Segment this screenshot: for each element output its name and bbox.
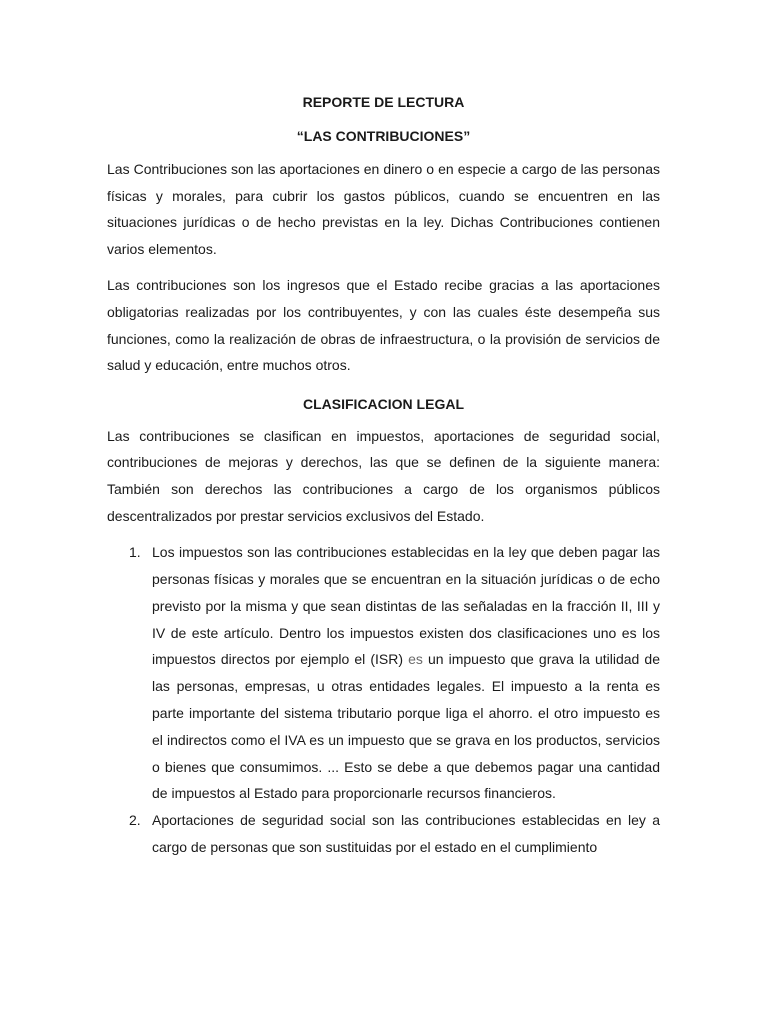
list-item-text-muted: es xyxy=(408,651,423,668)
list-item-text: Aportaciones de seguridad social son las contribuciones establecidas en ley a cargo de personas que son sustituidas por el estado en el cumplimiento xyxy=(152,812,660,855)
list-item xyxy=(107,807,660,861)
list-item-text-part-2: un impuesto que grava la utilidad de las personas, empresas, u otras entidades legales. El impuesto a la renta es parte importante del sistema tributario porque liga el ahorro. el otro impuesto es el indirectos como el IVA es un impuesto que se grava en los productos, servicios o bienes que consumimos. ... Esto se debe a que debemos pagar una cantidad de impuestos al Estado para proporcionarle recursos financieros. xyxy=(152,651,660,802)
numbered-list xyxy=(107,539,660,861)
document-subtitle: “LAS CONTRIBUCIONES” xyxy=(296,128,471,144)
list-item xyxy=(107,539,660,807)
document-page xyxy=(107,88,660,861)
list-item-number: 1. xyxy=(129,544,141,561)
section-paragraph: Las contribuciones se clasifican en impuestos, aportaciones de seguridad social, contribuciones de mejoras y derechos, las que se definen de la siguiente manera: También son derechos las contribuciones a cargo de los organismos públicos descentralizados por prestar servicios exclusivos del Estado. xyxy=(107,427,660,524)
paragraph-2: Las contribuciones son los ingresos que el Estado recibe gracias a las aportaciones obligatorias realizadas por los contribuyentes, y con las cuales éste desempeña sus funciones, como la realización de obras de infraestructura, o la provisión de servicios de salud y educación, entre muchos otros. xyxy=(107,277,660,374)
list-item-number: 2. xyxy=(129,812,141,829)
section-heading: CLASIFICACION LEGAL xyxy=(303,395,464,412)
list-item-text-part-1: Los impuestos son las contribuciones establecidas en la ley que deben pagar las personas físicas y morales que se encuentran en la situación jurídicas o de echo previsto por la misma y que sean distintas de las señaladas en la fracción II, III y IV de este artículo. Dentro los impuestos existen dos clasificaciones uno es los impuestos directos por ejemplo el (ISR) xyxy=(152,544,660,668)
paragraph-1: Las Contribuciones son las aportaciones en dinero o en especie a cargo de las personas físicas y morales, para cubrir los gastos públicos, cuando se encuentren en las situaciones jurídicas o de hecho previstas en la ley. Dichas Contribuciones contienen varios elementos. xyxy=(107,161,660,257)
document-title: REPORTE DE LECTURA xyxy=(302,94,465,110)
